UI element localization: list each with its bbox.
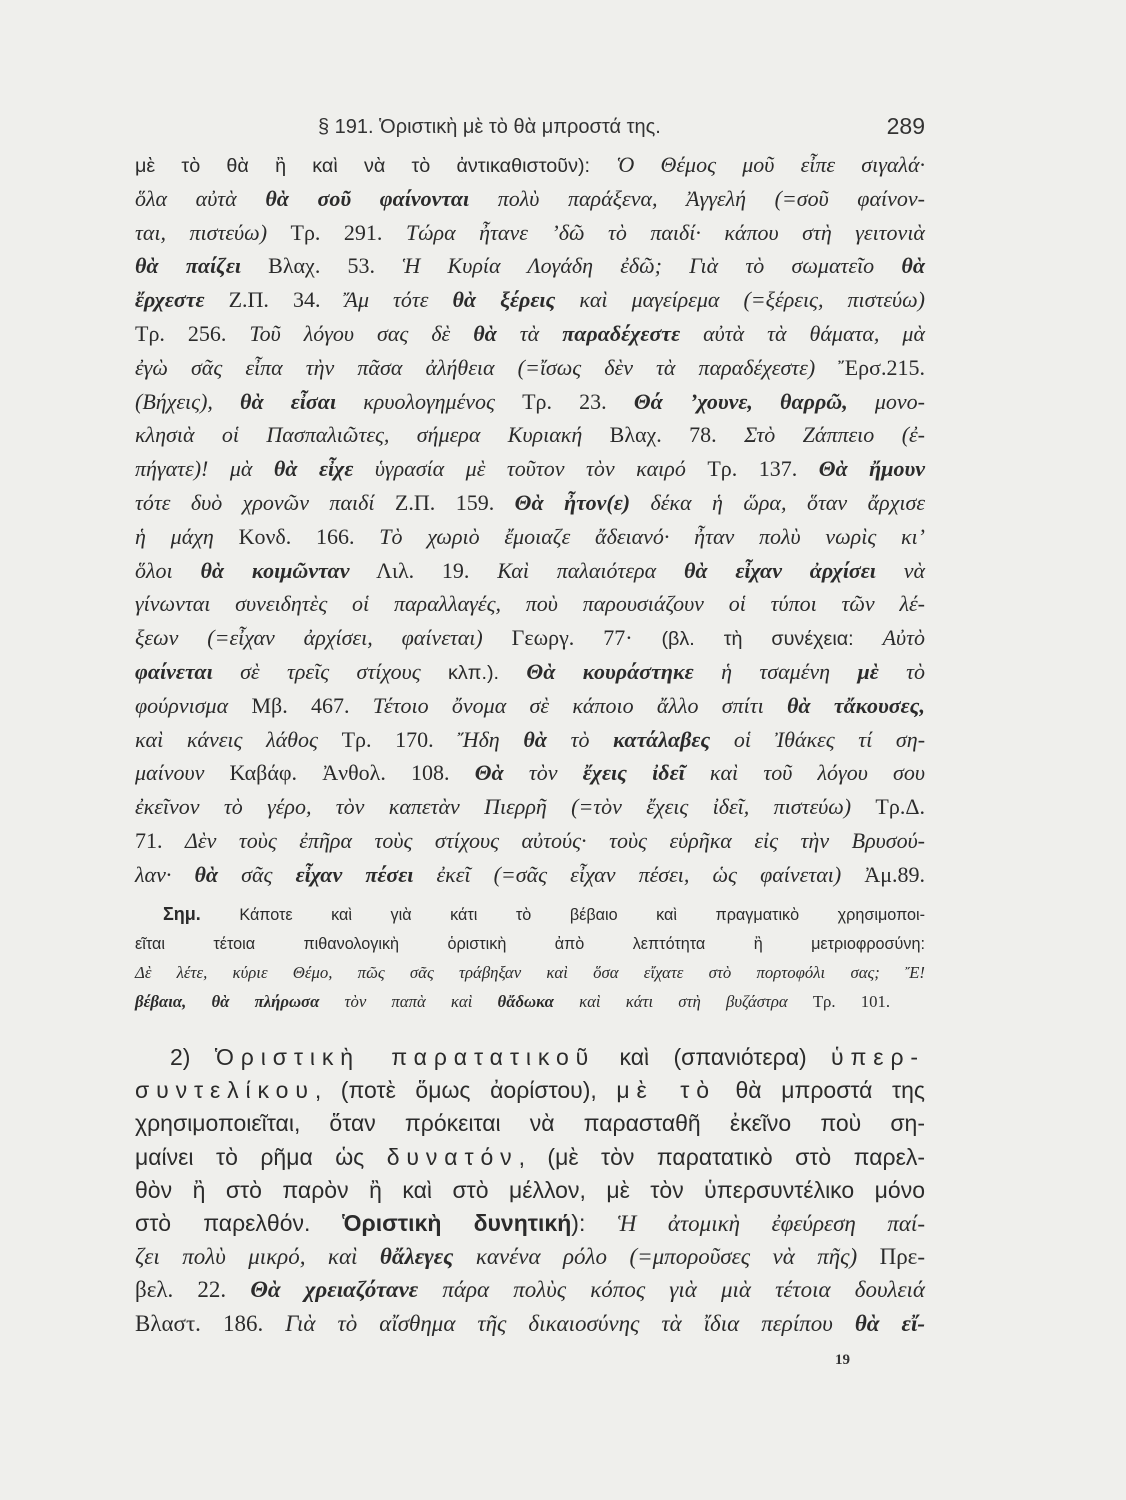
text-run-bold-italic: Θὰ [474, 760, 504, 786]
text-line [135, 554, 925, 588]
text-line [135, 824, 925, 858]
text-run-italic: ται, πιστεύω) [135, 219, 291, 245]
text-run-bold-italic: θὰ εἴ- [854, 1310, 925, 1336]
text-run-italic: καὶ κάτι στὴ βυζάστρα [553, 992, 813, 1011]
text-run-bold-italic: μὲ [857, 658, 879, 684]
text-line [135, 655, 925, 689]
text-run-bold-italic: εἶχαν πέσει [295, 861, 414, 887]
text-run-roman: θὰ μπροστά της [715, 1077, 926, 1104]
text-run-italic: ξεων (=εἶχαν ἀρχίσει, φαίνεται) [135, 625, 512, 651]
text-run-italic: σᾶς [218, 861, 296, 887]
text-run-italic: κλησιὰ οἱ Πασπαλιῶτες, σήμερα Κυριακή [135, 422, 610, 448]
text-run-citation: Τρ. 137. [707, 456, 819, 482]
text-line [135, 1307, 925, 1340]
text-run-bold-italic: ἔρχεστε [135, 287, 205, 313]
text-run-spaced: δυνατόν [386, 1143, 519, 1170]
text-run-italic: τότε δυὸ χρονῶν παιδί [135, 489, 395, 515]
text-run-italic: Τὸ χωριὸ ἔμοιαζε ἄδειανό· ἦταν πολὺ νωρὶς κι’ [379, 523, 925, 549]
text-run-italic: ὅλα αὐτὰ [135, 185, 266, 211]
text-run-italic: Τώρα ἦτανε ’δῶ τὸ παιδί· κάπου στὴ γειτονιὰ [405, 219, 925, 245]
text-run-spaced: Ὁριστικὴ παρατατικοῦ [214, 1044, 596, 1070]
text-run-roman: καὶ (σπανιότερα) [595, 1044, 832, 1070]
text-run-bold-italic: Θὰ ἤμουν [818, 456, 925, 482]
text-run-roman: κλπ.). [448, 661, 527, 684]
text-run-italic: Δὲ λέτε, κύριε Θέμο, πῶς σᾶς τράβηξαν καὶ ὅσα εἴχατε στὸ πορτοφόλι σας; Ἔ! [135, 963, 925, 982]
text-run-italic: ζει πολὺ μικρό, καὶ [135, 1244, 380, 1270]
text-run-roman: στὸ παρελθόν. [135, 1209, 343, 1236]
text-run-italic: ἐκεῖ (=σᾶς εἶχαν πέσει, ὡς φαίνεται) [413, 861, 865, 887]
text-line [135, 1174, 925, 1207]
text-run-citation: Καβάφ. Ἀνθολ. 108. [229, 760, 475, 786]
text-run-italic: καὶ μαγείρεμα (=ξέρεις, πιστεύω) [555, 287, 925, 313]
text-run-bold-italic: θὰ εἶσαι [240, 388, 337, 414]
text-run-bold-italic: θὰ [473, 320, 497, 346]
text-run-roman: , (ποτὲ ὅμως ἀορίστου), [314, 1077, 617, 1104]
text-run-italic: ἐγὼ σᾶς εἶπα τὴν πᾶσα ἀλήθεια (=ἴσως δὲν τὰ παραδέχεστε) [135, 354, 839, 380]
text-run-roman: μὲ τὸ θὰ ἢ καὶ νὰ τὸ ἀντικαθιστοῦν): [135, 155, 617, 177]
running-head-title: § 191. Ὁριστικὴ μὲ τὸ θὰ μπροστά της. [318, 116, 661, 138]
text-run-italic: τὸ [878, 658, 925, 684]
text-line [135, 1074, 925, 1107]
text-run-italic: Ἤδη [457, 726, 524, 752]
text-line [135, 520, 925, 554]
text-run-bold: Ὁριστικὴ δυνητική [342, 1209, 572, 1236]
text-run-citation: Τρ. 291. [290, 219, 406, 245]
text-line [135, 790, 925, 824]
text-run-citation: Βλαχ. 53. [240, 253, 403, 279]
text-run-bold-italic: θὰ κοιμῶνταν [200, 557, 350, 583]
text-run-italic: Στὸ Ζάππειο (ἐ- [744, 422, 926, 448]
text-line [135, 900, 925, 929]
text-run-citation: Βλαχ. 78. [609, 422, 745, 448]
text-run-italic: ἡ τσαμένη [693, 658, 858, 684]
text-run-italic: Ὁ Θέμος μοῦ εἶπε σιγαλά· [616, 152, 925, 177]
text-run-bold-italic: θὰ ξέρεις [452, 287, 556, 313]
text-run-italic: φούρνισμα [135, 692, 252, 718]
text-run-italic: τὸν παπὰ καὶ [319, 992, 498, 1011]
text-line [135, 148, 925, 182]
text-line [135, 385, 925, 419]
text-run-spaced: ὑπερ- [831, 1044, 925, 1070]
text-run-italic: Τοῦ λόγου σας δὲ [249, 320, 474, 346]
text-run-italic: Τέτοιο ὄνομα σὲ κάποιο ἄλλο σπίτι [372, 692, 787, 718]
text-run-spaced: μὲ τὸ [616, 1077, 716, 1104]
text-run-italic: ἐκεῖνον τὸ γέρο, τὸν καπετὰν Πιερρῆ (=τὸν ἔχεις ἰδεῖ, πιστεύω) [135, 794, 876, 820]
text-run-italic: δέκα ἡ ὥρα, ὅταν ἄρχισε [630, 489, 925, 515]
text-line [135, 929, 925, 958]
text-run-italic: μονο- [847, 388, 925, 414]
note-block [135, 900, 925, 1016]
text-line [135, 317, 925, 351]
text-run-roman: , (μὲ τὸν παρατατικὸ στὸ παρελ- [518, 1143, 925, 1170]
text-line [135, 182, 925, 216]
text-line [135, 216, 925, 250]
text-run-citation: Τρ.Δ. [875, 794, 925, 820]
text-run-roman: Κάποτε καὶ γιὰ κάτι τὸ βέβαιο καὶ πραγματικὸ χρησιμοποι- [200, 906, 925, 924]
text-line [135, 987, 925, 1016]
text-run-citation: Κονδ. 166. [238, 523, 380, 549]
text-run-bold-italic: κατάλαβες [613, 726, 711, 752]
text-run-bold-italic: θὰ εἶχε [273, 456, 354, 482]
text-run-bold-italic: θὰ [901, 253, 925, 279]
text-run-roman: 2) [170, 1044, 215, 1070]
text-run-bold-italic: θὰ εἶχαν ἀρχίσει [683, 557, 876, 583]
text-run-italic: Γιὰ τὸ αἴσθημα τῆς δικαιοσύνης τὰ ἴδια περίπου [285, 1310, 855, 1336]
text-run-roman: θὸν ἢ στὸ παρὸν ἢ καὶ στὸ μέλλον, μὲ τὸν ὑπερσυντέλικο μόνο [135, 1176, 925, 1203]
text-line [135, 689, 925, 723]
text-run-italic: πάρα πολὺς κόπος γιὰ μιὰ τέτοια δουλειά [418, 1277, 926, 1303]
text-run-bold-italic: βέβαια, θὰ πλήρωσα [135, 992, 320, 1011]
text-run-bold-italic: φαίνεται [135, 658, 213, 684]
text-line [135, 249, 925, 283]
text-line [135, 587, 925, 621]
text-run-italic: Ἡ ἀτομικὴ ἐφεύρεση παί- [617, 1210, 925, 1236]
text-line [135, 1207, 925, 1240]
text-line [135, 1141, 925, 1174]
text-run-roman: μαίνει τὸ ρῆμα ὡς [135, 1143, 387, 1170]
text-run-citation: Μβ. 467. [251, 692, 373, 718]
text-run-bold-italic: Θά ’χουνε, θαρρῶ, [633, 388, 848, 414]
text-run-italic: μαίνουν [135, 760, 230, 786]
text-run-citation: Βλαστ. 186. [135, 1310, 286, 1336]
text-run-citation: Ἀμ.89. [864, 861, 926, 887]
text-run-italic: κανένα ρόλο (=μποροῦσες νὰ πῆς) [453, 1244, 880, 1270]
text-run-italic: τὰ [496, 320, 563, 346]
text-run-italic: κρυολογημένος [336, 388, 523, 414]
text-line [135, 756, 925, 790]
text-line [135, 1041, 925, 1074]
text-run-citation: Πρε- [879, 1244, 925, 1270]
text-run-citation: βελ. 22. [135, 1277, 251, 1303]
text-run-italic: Ἡ Κυρία Λογάδη ἐδῶ; Γιὰ τὸ σωματεῖο [402, 253, 902, 279]
text-line [135, 1273, 925, 1306]
text-run-roman: χρησιμοποιεῖται, ὅταν πρόκειται νὰ παρασταθῆ ἐκεῖνο ποὺ ση- [135, 1110, 925, 1137]
text-run-italic: πήγατε)! μὰ [135, 456, 274, 482]
text-run-italic: Αὐτὸ [882, 625, 925, 651]
text-run-citation: Ζ.Π. 159. [394, 489, 515, 515]
text-run-italic: γίνωνται συνειδητὲς οἱ παραλλαγές, ποὺ παρουσιάζουν οἱ τύποι τῶν λέ- [135, 591, 925, 617]
text-run-citation: Τρ. 256. [135, 320, 250, 346]
signature-mark: 19 [835, 1352, 850, 1368]
text-run-citation: Ζ.Π. 34. [204, 287, 345, 313]
text-run-citation: Ἔρσ.215. [838, 354, 925, 380]
text-line [135, 1240, 925, 1273]
text-run-italic: νὰ [875, 557, 926, 583]
text-run-bold-italic: θὰ [194, 861, 219, 887]
text-line [135, 1107, 925, 1140]
text-run-italic: τὸ [546, 726, 614, 752]
text-run-italic: (Βήχεις), [135, 388, 241, 414]
text-run-italic: Καὶ παλαιότερα [497, 557, 684, 583]
text-line [135, 351, 925, 385]
text-run-italic: σὲ τρεῖς στίχους [212, 658, 449, 684]
text-line [135, 283, 925, 317]
text-run-bold-italic: θἄλεγες [379, 1244, 454, 1270]
text-line [135, 723, 925, 757]
text-run-bold-italic: Θὰ κουράστηκε [526, 658, 694, 684]
text-run-roman: εῖται τέτοια πιθανολογικὴ ὁριστικὴ ἀπὸ λεπτότητα ἢ μετριοφροσύνη: [135, 935, 925, 953]
text-run-bold-italic: παραδέχεστε [562, 320, 681, 346]
text-run-italic: αὐτὰ τὰ θάματα, μὰ [680, 320, 925, 346]
text-run-italic: ὅλοι [135, 557, 201, 583]
text-run-citation: Τρ. 170. [341, 726, 458, 752]
text-run-italic: Δὲν τοὺς ἐπῆρα τοὺς στίχους αὐτούς· τοὺς εὑρῆκα εἰς τὴν Βρυσού- [185, 827, 925, 853]
text-run-citation: Λιλ. 19. [349, 557, 498, 583]
text-line [135, 452, 925, 486]
text-run-bold-italic: Θὰ ἦτον(ε) [514, 489, 631, 515]
text-run-bold-italic: Θὰ χρειαζότανε [250, 1277, 419, 1303]
text-run-citation: Τρ. 101. [812, 992, 890, 1011]
text-run-bold-italic: θὰ παίζει [135, 253, 241, 279]
text-run-italic: τὸν [503, 760, 583, 786]
section-2-paragraph [135, 1041, 925, 1340]
text-run-roman: ): [571, 1209, 618, 1236]
text-run-bold-italic: ἔχεις ἰδεῖ [582, 760, 685, 786]
text-run-italic: Ἄμ τότε [344, 287, 453, 313]
text-line [135, 486, 925, 520]
text-line [135, 418, 925, 452]
text-line [135, 858, 925, 892]
text-line [135, 958, 925, 987]
text-run-bold-italic: θὰ σοῦ φαίνονται [265, 185, 470, 211]
text-run-italic: ἡ μάχη [135, 523, 239, 549]
text-run-citation: Γεωργ. 77· [511, 625, 662, 651]
text-run-citation: Τρ. 23. [522, 388, 634, 414]
text-line [135, 621, 925, 655]
text-run-italic: καὶ τοῦ λόγου σου [684, 760, 925, 786]
text-run-italic: πολὺ παράξενα, Ἀγγελή (=σοῦ φαίνον- [469, 185, 925, 211]
text-run-bold-italic: θὰ τἄκουσες, [786, 692, 925, 718]
text-run-italic: καὶ κάνεις λάθος [135, 726, 342, 752]
text-run-bold-italic: θἄδωκα [497, 992, 554, 1011]
text-run-roman: (βλ. τὴ συνέχεια: [661, 628, 883, 651]
text-run-italic: ὑγρασία μὲ τοῦτον τὸν καιρό [353, 456, 708, 482]
text-run-italic: λαν· [135, 861, 195, 887]
text-run-spaced: συντελίκου [135, 1077, 315, 1104]
text-run-italic: οἱ Ἰθάκες τί ση- [710, 726, 926, 752]
text-run-citation: 71. [135, 827, 186, 853]
body-text [135, 148, 925, 892]
page-number: 289 [886, 113, 925, 139]
text-run-bold-italic: θὰ [523, 726, 547, 752]
text-run-bold: Σημ. [163, 904, 201, 924]
